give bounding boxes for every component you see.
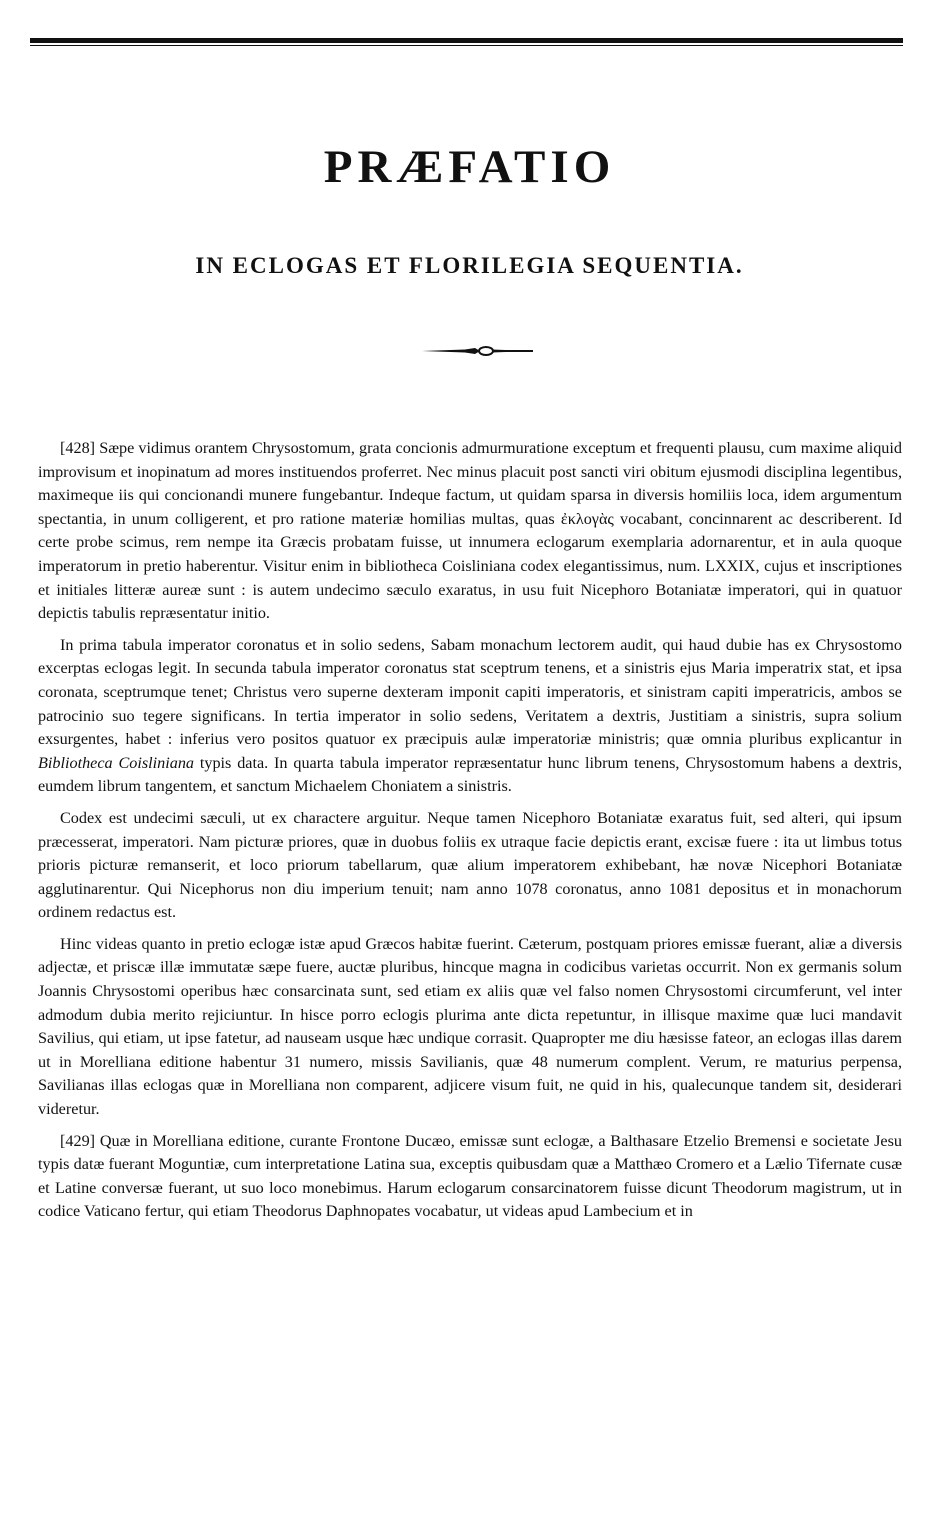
top-rule-thick [30, 38, 903, 43]
paragraph-5-text: [429] Quæ in Morelliana editione, curante Frontone Ducæo, emissæ sunt eclogæ, a Balthasare Etzelio Bremensi e societate Jesu typis datæ fuerant Moguntiæ, cum interpretatione Latina sua, exceptis quibusdam quæ a Matthæo Cromero et a Lælio Tifernate cusæ et Latine conversæ fuerant, ut suo loco monebimus. Harum eclogarum consarcinatorem fuisse dicunt Theodorum magistrum, ut in codice Vaticano fertur, qui etiam Theodorus Daphnopates vocabatur, ut videas apud Lambecium et in [38, 1131, 902, 1221]
paragraph-2 [38, 634, 902, 799]
paragraph-3-text: Codex est undecimi sæculi, ut ex charactere arguitur. Neque tamen Nicephoro Botaniatæ exaratus fuit, sed alteri, qui ipsum præcesserat, imperatori. Nam picturæ priores, quæ in duobus foliis ex utraque facie depictis erant, excisæ fuere : ita ut limbus totus prioris picturæ remanserit, et loco priorum tabellarum, quæ alium imperatorem exhibebant, hæ novæ Nicephori Botaniatæ agglutinarentur. Qui Nicephorus non diu imperium tenuit; nam anno 1078 coronatus, anno 1081 depositus et in monachorum ordinem redactus est. [38, 808, 902, 922]
page-title: PRÆFATIO [323, 141, 616, 193]
page-subtitle: IN ECLOGAS ET FLORILEGIA SEQUENTIA. [195, 253, 744, 278]
paragraph-4-text: Hinc videas quanto in pretio eclogæ istæ apud Græcos habitæ fuerint. Cæterum, postquam priores emissæ fuerant, aliæ a diversis adjectæ, et priscæ illæ immutatæ sæpe fuere, auctæ pluribus, hincque magna in codicibus varietas occurrit. Non ex germanis solum Joannis Chrysostomi operibus hæc consarcinata sunt, sed etiam ex aliis quæ vel falso nomen Chrysostomi circumferunt, vel inter admodum dubia merito rejiciuntur. In hisce porro eclogis plurima ante dicta repetuntur, in illisque maxime quæ luci mandavit Savilius, qui etiam, ut ipse fatetur, ad nauseam usque hæc undique corrasit. Quapropter me diu hæsisse fateor, an eclogas illas darem ut in Morelliana editione habentur 31 numero, missis Savilianis, quæ 48 numerum complent. Verum, re maturius perpensa, Savilianas illas eclogas quæ in Morelliana non comparent, adjicere visum fuit, ne quid in his, qualecunque tandem sit, desiderari videretur. [38, 934, 902, 1119]
top-double-rule [30, 38, 903, 46]
paragraph-4 [38, 933, 902, 1122]
paragraph-2-italic-title: Bibliotheca Coisliniana [38, 753, 195, 772]
paragraph-2-text-a: In prima tabula imperator coronatus et in solio sedens, Sabam monachum lectorem audit, qui haud dubie has ex Chrysostomo excerptas eclogas legit. In secunda tabula imperator coronatus stat sceptrum tenens, et a sinistris ejus Maria imperatrix stat, et ipsa coronata, sceptrumque tenet; Christus vero superne dexteram imponit capiti imperatoris, et sinistram capiti imperatricis, ambos se patrocinio suo tegere significans. In tertia imperator in solio sedens, Veritatem a dextris, Justitiam a sinistris, supra solium exsurgentes, habet : inferius vero positos quatuor ex præcipuis aulæ imperatoriæ ministris; quæ omnia pluribus explicantur in [38, 635, 902, 749]
paragraph-3 [38, 807, 902, 925]
top-rule-thin [30, 45, 903, 46]
paragraph-1 [38, 437, 902, 626]
paragraph-5 [38, 1130, 902, 1224]
ornamental-divider-icon [420, 344, 535, 358]
paragraph-2-text-b: typis data. In quarta tabula imperator repræsentatur hunc librum tenens, Chrysostomum habens a dextris, eumdem librum tangentem, et sanctum Michaelem Choniatem a sinistris. [38, 753, 902, 796]
preface-body [38, 437, 902, 1232]
paragraph-1-text: [428] Sæpe vidimus orantem Chrysostomum, grata concionis admurmuratione exceptum et frequenti plausu, cum maxime aliquid improvisum et inopinatum ad mores instituendos proferret. Nec minus placuit post sancti viri obitum ejusmodi disciplina legentibus, maximeque iis qui concionandi munere fungebantur. Indeque factum, ut quidam sparsa in diversis homiliis loca, idem argumentum spectantia, in unum colligerent, et pro ratione materiæ homilias multas, quas ἐκλογὰς vocabant, concinnarent ac describerent. Id certe probe scimus, rem nempe ita Græcis probatam fuisse, ut innumera eclogarum exemplaria adornarentur, et in aula quoque imperatorum in pretio haberentur. Visitur enim in bibliotheca Coisliniana codex elegantissimus, num. LXXIX, cujus et inscriptiones et initiales litteræ aureæ sunt : is autem undecimo sæculo exaratus, in usu fuit Nicephoro Botaniatæ imperatori, qui in quatuor depictis tabulis repræsentatur initio. [38, 439, 902, 623]
